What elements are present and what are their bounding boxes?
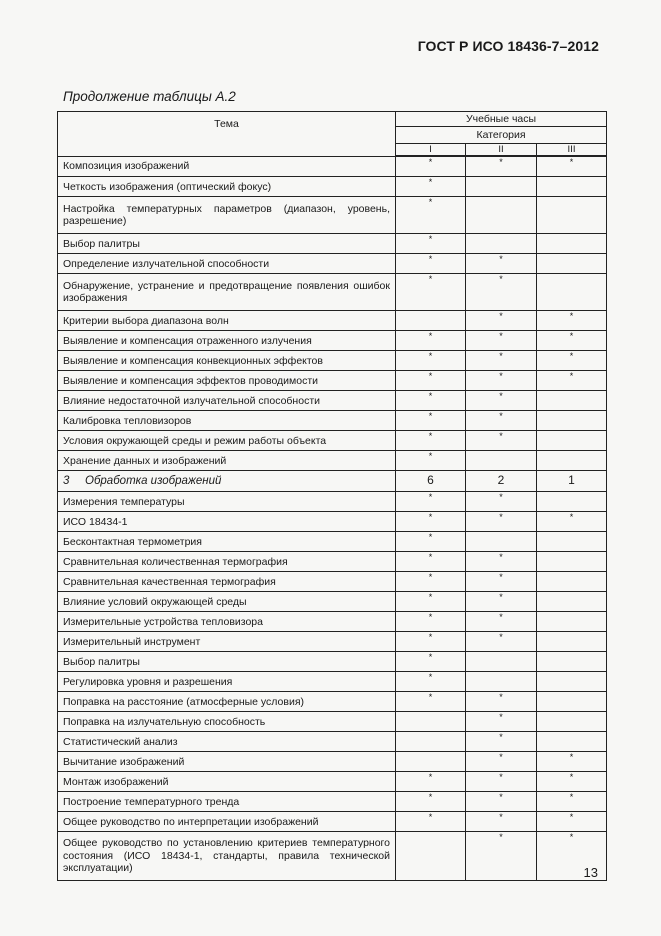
category-ii-cell: * — [466, 274, 537, 311]
category-ii-cell — [466, 451, 537, 471]
topic-cell: Сравнительная количественная термография — [58, 552, 396, 572]
category-i-cell: * — [396, 552, 466, 572]
category-ii-cell: * — [466, 351, 537, 371]
category-ii-cell — [466, 672, 537, 692]
table-row — [58, 752, 607, 772]
category-iii-cell — [537, 632, 607, 652]
topic-cell: Влияние условий окружающей среды — [58, 592, 396, 612]
topic-cell: Влияние недостаточной излучательной способности — [58, 391, 396, 411]
category-iii-cell — [537, 692, 607, 712]
topic-cell: Поправка на расстояние (атмосферные условия) — [58, 692, 396, 712]
topic-cell: Выявление и компенсация эффектов проводимости — [58, 371, 396, 391]
topic-cell: Общее руководство по установлению критериев температурного состояния (ИСО 18434-1, стандарты, правила технической эксплуатации) — [58, 832, 396, 881]
table-row — [58, 156, 607, 177]
page-number: 13 — [583, 865, 598, 880]
column-header-category: Категория — [396, 127, 607, 144]
category-i-cell: * — [396, 652, 466, 672]
category-i-cell: * — [396, 772, 466, 792]
table-row — [58, 612, 607, 632]
category-iii-cell: * — [537, 331, 607, 351]
category-iii-cell: * — [537, 371, 607, 391]
category-iii-cell — [537, 592, 607, 612]
category-i-header: I — [396, 144, 466, 157]
topic-cell: Критерии выбора диапазона волн — [58, 311, 396, 331]
category-iii-cell: * — [537, 832, 607, 881]
topic-cell — [58, 471, 396, 492]
category-i-cell — [396, 712, 466, 732]
topic-cell: Обнаружение, устранение и предотвращение появления ошибок изображения — [58, 274, 396, 311]
table-row — [58, 197, 607, 234]
topic-cell: Выявление и компенсация конвекционных эффектов — [58, 351, 396, 371]
standard-designation: ГОСТ Р ИСО 18436-7–2012 — [417, 38, 599, 54]
category-iii-cell — [537, 254, 607, 274]
category-i-cell: * — [396, 572, 466, 592]
topic-cell: Сравнительная качественная термография — [58, 572, 396, 592]
category-ii-cell — [466, 234, 537, 254]
category-ii-cell: * — [466, 391, 537, 411]
category-ii-cell: * — [466, 411, 537, 431]
topic-cell: Измерительный инструмент — [58, 632, 396, 652]
category-ii-cell: * — [466, 632, 537, 652]
table-caption: Продолжение таблицы А.2 — [63, 89, 236, 104]
category-i-cell: * — [396, 632, 466, 652]
topic-cell: Поправка на излучательную способность — [58, 712, 396, 732]
table-row — [58, 592, 607, 612]
category-i-cell: * — [396, 254, 466, 274]
category-i-cell: 6 — [396, 471, 466, 492]
topic-cell: Статистический анализ — [58, 732, 396, 752]
section-row — [58, 471, 607, 492]
topic-cell: Выбор палитры — [58, 234, 396, 254]
table-row — [58, 371, 607, 391]
category-i-cell — [396, 752, 466, 772]
category-i-cell: * — [396, 371, 466, 391]
category-i-cell: * — [396, 274, 466, 311]
topic-cell: Выбор палитры — [58, 652, 396, 672]
category-i-cell: * — [396, 391, 466, 411]
table-row — [58, 254, 607, 274]
category-i-cell: * — [396, 431, 466, 451]
category-ii-cell: * — [466, 552, 537, 572]
category-iii-cell — [537, 391, 607, 411]
category-iii-cell — [537, 411, 607, 431]
category-ii-cell: * — [466, 812, 537, 832]
table-row — [58, 512, 607, 532]
category-iii-cell — [537, 492, 607, 512]
category-i-cell: * — [396, 197, 466, 234]
category-iii-cell — [537, 532, 607, 552]
table-row — [58, 812, 607, 832]
category-i-cell: * — [396, 451, 466, 471]
table-row — [58, 832, 607, 881]
category-iii-cell — [537, 652, 607, 672]
table-row — [58, 552, 607, 572]
topic-cell: Определение излучательной способности — [58, 254, 396, 274]
category-iii-cell — [537, 197, 607, 234]
table-row — [58, 331, 607, 351]
table-body — [58, 156, 607, 881]
category-i-cell: * — [396, 156, 466, 177]
topic-cell: Вычитание изображений — [58, 752, 396, 772]
category-ii-cell: * — [466, 512, 537, 532]
category-i-cell: * — [396, 672, 466, 692]
column-header-hours: Учебные часы — [396, 112, 607, 127]
category-iii-cell: * — [537, 512, 607, 532]
table-row — [58, 572, 607, 592]
topic-cell: Хранение данных и изображений — [58, 451, 396, 471]
category-iii-cell — [537, 274, 607, 311]
category-ii-cell: * — [466, 772, 537, 792]
category-ii-cell: * — [466, 792, 537, 812]
category-i-cell: * — [396, 351, 466, 371]
topic-cell: Бесконтактная термометрия — [58, 532, 396, 552]
category-iii-cell: * — [537, 792, 607, 812]
table-row — [58, 632, 607, 652]
category-iii-cell — [537, 552, 607, 572]
category-ii-cell: * — [466, 592, 537, 612]
category-ii-cell: 2 — [466, 471, 537, 492]
category-iii-cell — [537, 612, 607, 632]
category-iii-cell: * — [537, 311, 607, 331]
table-row — [58, 652, 607, 672]
table-row — [58, 532, 607, 552]
table-row — [58, 732, 607, 752]
category-ii-cell: * — [466, 692, 537, 712]
table-row — [58, 772, 607, 792]
table-row — [58, 391, 607, 411]
category-i-cell: * — [396, 812, 466, 832]
category-ii-cell: * — [466, 572, 537, 592]
category-i-cell: * — [396, 234, 466, 254]
topic-cell: Построение температурного тренда — [58, 792, 396, 812]
category-iii-cell — [537, 572, 607, 592]
table-row — [58, 692, 607, 712]
category-iii-cell — [537, 732, 607, 752]
category-iii-header: III — [537, 144, 607, 157]
topic-cell: Четкость изображения (оптический фокус) — [58, 177, 396, 197]
table-row — [58, 234, 607, 254]
category-i-cell: * — [396, 692, 466, 712]
category-iii-cell — [537, 431, 607, 451]
topic-cell: Калибровка тепловизоров — [58, 411, 396, 431]
category-iii-cell: 1 — [537, 471, 607, 492]
category-ii-cell: * — [466, 712, 537, 732]
category-ii-cell: * — [466, 331, 537, 351]
category-ii-cell: * — [466, 431, 537, 451]
category-i-cell: * — [396, 512, 466, 532]
training-hours-table — [57, 111, 607, 881]
category-i-cell — [396, 832, 466, 881]
category-iii-cell: * — [537, 351, 607, 371]
category-i-cell — [396, 732, 466, 752]
category-iii-cell — [537, 234, 607, 254]
table-row — [58, 311, 607, 331]
category-ii-cell — [466, 197, 537, 234]
topic-cell: Монтаж изображений — [58, 772, 396, 792]
table-row — [58, 274, 607, 311]
category-i-cell: * — [396, 792, 466, 812]
table-row — [58, 177, 607, 197]
topic-cell: Выявление и компенсация отраженного излучения — [58, 331, 396, 351]
topic-cell: Условия окружающей среды и режим работы объекта — [58, 431, 396, 451]
table-row — [58, 351, 607, 371]
table-row — [58, 492, 607, 512]
category-i-cell: * — [396, 612, 466, 632]
category-iii-cell — [537, 672, 607, 692]
category-iii-cell — [537, 451, 607, 471]
category-iii-cell: * — [537, 156, 607, 177]
category-ii-cell: * — [466, 732, 537, 752]
topic-cell: Композиция изображений — [58, 156, 396, 177]
table-row — [58, 672, 607, 692]
category-iii-cell: * — [537, 812, 607, 832]
topic-cell: Измерительные устройства тепловизора — [58, 612, 396, 632]
topic-cell: Регулировка уровня и разрешения — [58, 672, 396, 692]
category-i-cell: * — [396, 592, 466, 612]
category-ii-cell: * — [466, 492, 537, 512]
table-row — [58, 411, 607, 431]
category-ii-header: II — [466, 144, 537, 157]
table-row — [58, 451, 607, 471]
table-row — [58, 431, 607, 451]
category-i-cell: * — [396, 492, 466, 512]
topic-cell: Настройка температурных параметров (диапазон, уровень, разрешение) — [58, 197, 396, 234]
category-ii-cell: * — [466, 254, 537, 274]
topic-cell: Общее руководство по интерпретации изображений — [58, 812, 396, 832]
category-ii-cell: * — [466, 612, 537, 632]
category-ii-cell — [466, 532, 537, 552]
category-i-cell: * — [396, 411, 466, 431]
topic-cell: ИСО 18434-1 — [58, 512, 396, 532]
category-iii-cell — [537, 177, 607, 197]
section-number: 3 — [63, 475, 70, 487]
section-title: Обработка изображений — [85, 475, 222, 487]
category-ii-cell: * — [466, 311, 537, 331]
category-iii-cell: * — [537, 752, 607, 772]
category-iii-cell — [537, 712, 607, 732]
category-i-cell: * — [396, 532, 466, 552]
topic-cell: Измерения температуры — [58, 492, 396, 512]
category-ii-cell: * — [466, 371, 537, 391]
category-i-cell: * — [396, 331, 466, 351]
category-ii-cell: * — [466, 752, 537, 772]
table-row — [58, 792, 607, 812]
category-i-cell: * — [396, 177, 466, 197]
category-i-cell — [396, 311, 466, 331]
category-ii-cell — [466, 177, 537, 197]
table-row — [58, 712, 607, 732]
category-iii-cell: * — [537, 772, 607, 792]
category-ii-cell: * — [466, 156, 537, 177]
column-header-topic: Тема — [58, 112, 396, 157]
category-ii-cell — [466, 652, 537, 672]
category-ii-cell: * — [466, 832, 537, 881]
